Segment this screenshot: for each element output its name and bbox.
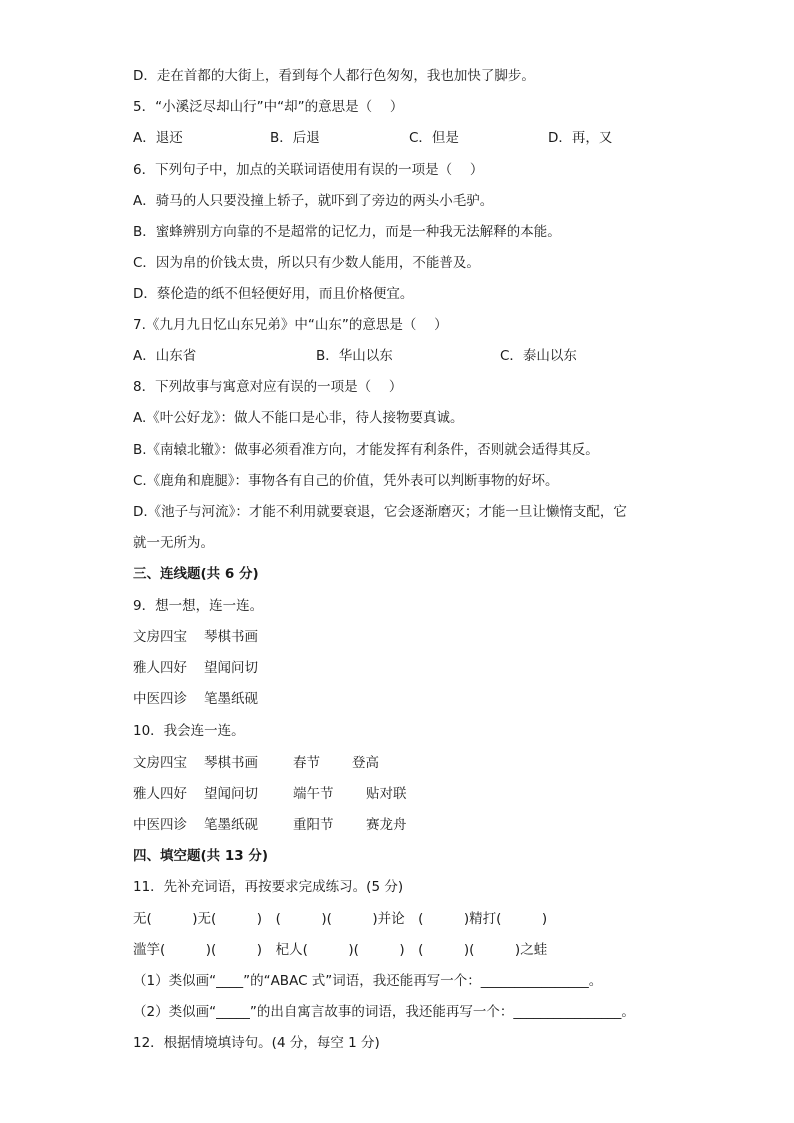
q7-option-a: A．山东省 — [133, 348, 197, 364]
q6-stem — [0, 160, 794, 180]
q8-option-a — [0, 408, 794, 428]
q6-stem-text: 6．下列句子中，加点的关联词语使用有误的一项是（ ） — [133, 162, 484, 178]
q7-stem-text: 7.《九月九日忆山东兄弟》中“山东”的意思是（ ） — [133, 317, 448, 333]
q9-stem-text: 9．想一想，连一连。 — [133, 598, 264, 614]
q9-row — [0, 627, 794, 647]
q7-option-c: C．泰山以东 — [500, 348, 577, 364]
q8-option-d-continued — [0, 533, 794, 553]
q5-stem-text: 5．“小溪泛尽却山行”中“却”的意思是（ ） — [133, 99, 404, 115]
q10-stem — [0, 721, 794, 741]
q10-col1: 雅人四好 — [133, 786, 187, 802]
q10-col4: 贴对联 — [366, 786, 407, 802]
q11-sub-2-text[interactable]: （2）类似画“_____”的出自寓言故事的词语，我还能再写一个：________________。 — [133, 1004, 635, 1020]
q6-option-a-text: A．骑马的人只要没撞上轿子，就吓到了旁边的两头小毛驴。 — [133, 193, 494, 209]
q11-fill-row-1[interactable] — [0, 909, 794, 929]
q6-option-b-text: B．蜜蜂辨别方向靠的不是超常的记忆力，而是一种我无法解释的本能。 — [133, 224, 561, 240]
q12-stem — [0, 1033, 794, 1053]
section-3-heading — [0, 564, 794, 584]
q4-option-d — [0, 66, 794, 86]
q10-col2: 望闻问切 — [204, 786, 258, 802]
q11-sub-1-text[interactable]: （1）类似画“____”的“ABAC 式”词语，我还能再写一个：________________。 — [133, 973, 603, 989]
q5-option-b: B．后退 — [270, 130, 320, 146]
q9-right-item: 琴棋书画 — [204, 629, 258, 645]
q6-option-a — [0, 191, 794, 211]
q9-left-item: 雅人四好 — [133, 660, 187, 676]
q11-fill-row-2[interactable] — [0, 940, 794, 960]
q6-option-c — [0, 253, 794, 273]
q8-option-c-text: C.《鹿角和鹿腿》：事物各有自己的价值，凭外表可以判断事物的好坏。 — [133, 473, 559, 489]
q8-option-d-text: D.《池子与河流》：才能不利用就要衰退，它会逐渐磨灭；才能一旦让懒惰支配，它 — [133, 504, 627, 520]
section-4-title: 四、填空题(共 13 分) — [133, 848, 269, 864]
q11-stem — [0, 877, 794, 897]
q9-right-item: 笔墨纸砚 — [204, 691, 258, 707]
q8-option-c — [0, 471, 794, 491]
q9-right-item: 望闻问切 — [204, 660, 258, 676]
q9-left-item: 文房四宝 — [133, 629, 187, 645]
q10-row — [0, 815, 794, 835]
q6-option-d — [0, 284, 794, 304]
q5-options — [0, 128, 794, 148]
q7-option-b: B．华山以东 — [316, 348, 393, 364]
q5-option-c: C．但是 — [409, 130, 459, 146]
q10-col4: 登高 — [352, 755, 379, 771]
q5-stem — [0, 97, 794, 117]
q12-stem-text: 12．根据情境填诗句。(4 分，每空 1 分) — [133, 1035, 380, 1051]
q11-sub-1[interactable] — [0, 971, 794, 991]
q5-option-a: A．退还 — [133, 130, 183, 146]
q8-option-d — [0, 502, 794, 522]
q8-stem — [0, 377, 794, 397]
q11-stem-text: 11．先补充词语，再按要求完成练习。(5 分) — [133, 879, 404, 895]
q4-option-d-text: D．走在首都的大街上，看到每个人都行色匆匆，我也加快了脚步。 — [133, 68, 535, 84]
q9-stem — [0, 596, 794, 616]
q10-col3: 重阳节 — [293, 817, 334, 833]
q8-option-b — [0, 440, 794, 460]
q11-sub-2[interactable] — [0, 1002, 794, 1022]
q8-stem-text: 8．下列故事与寓意对应有误的一项是（ ） — [133, 379, 403, 395]
section-4-heading — [0, 846, 794, 866]
q10-col1: 文房四宝 — [133, 755, 187, 771]
q11-idioms-row-1[interactable]: 无( )无( ) ( )( )并论 ( )精打( ) — [133, 911, 548, 927]
q10-row — [0, 753, 794, 773]
q5-option-d: D．再，又 — [548, 130, 613, 146]
q11-idioms-row-2[interactable]: 滥竽( )( ) 杞人( )( ) ( )( )之蛙 — [133, 942, 548, 958]
q7-options — [0, 346, 794, 366]
q8-option-b-text: B.《南辕北辙》：做事必须看准方向，才能发挥有利条件，否则就会适得其反。 — [133, 442, 599, 458]
q9-row — [0, 689, 794, 709]
q10-col4: 赛龙舟 — [366, 817, 407, 833]
q6-option-c-text: C．因为帛的价钱太贵，所以只有少数人能用，不能普及。 — [133, 255, 480, 271]
q10-col2: 琴棋书画 — [204, 755, 258, 771]
q9-left-item: 中医四诊 — [133, 691, 187, 707]
q10-stem-text: 10．我会连一连。 — [133, 723, 245, 739]
q8-option-d-cont-text: 就一无所为。 — [133, 535, 214, 551]
q6-option-d-text: D．蔡伦造的纸不但轻便好用，而且价格便宜。 — [133, 286, 414, 302]
section-3-title: 三、连线题(共 6 分) — [133, 566, 259, 582]
q10-col3: 春节 — [293, 755, 320, 771]
q8-option-a-text: A.《叶公好龙》：做人不能口是心非，待人接物要真诚。 — [133, 410, 464, 426]
q10-col1: 中医四诊 — [133, 817, 187, 833]
q10-col2: 笔墨纸砚 — [204, 817, 258, 833]
q7-stem — [0, 315, 794, 335]
q9-row — [0, 658, 794, 678]
q10-row — [0, 784, 794, 804]
q10-col3: 端午节 — [293, 786, 334, 802]
q6-option-b — [0, 222, 794, 242]
